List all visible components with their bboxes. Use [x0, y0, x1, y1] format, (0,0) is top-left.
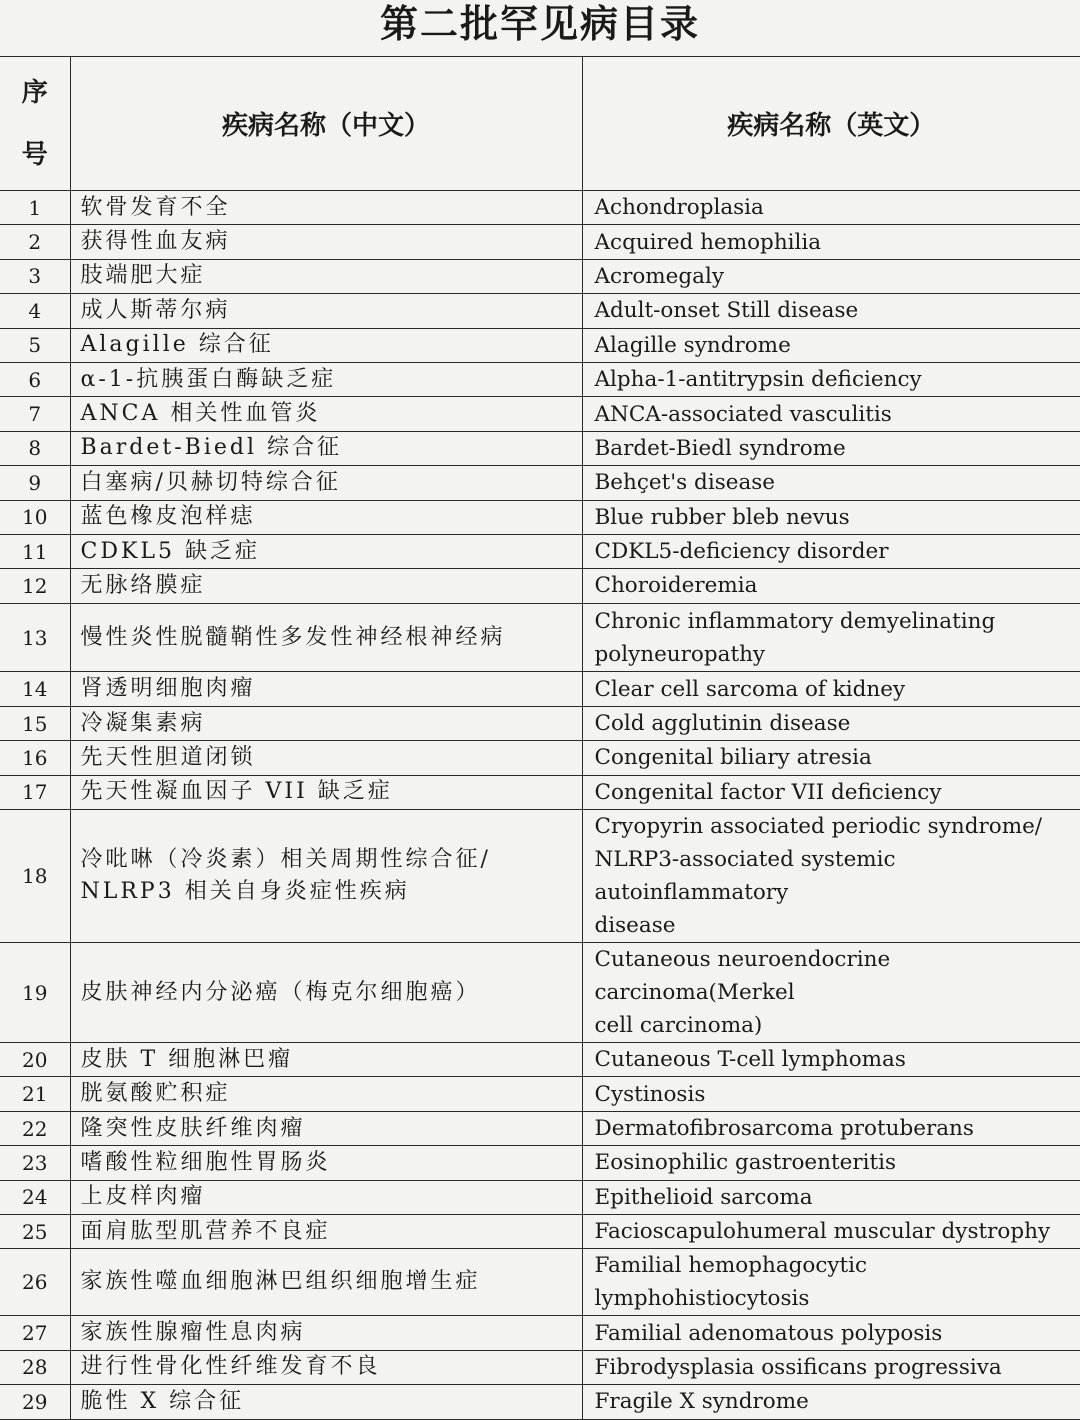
disease-name-english-text: Chronic inflammatory demyelinating polyneuropathy [594, 608, 996, 667]
disease-name-english-text: Facioscapulohumeral muscular dystrophy [594, 1219, 1051, 1245]
disease-name-english [582, 706, 1080, 740]
table-row [0, 294, 1080, 328]
disease-name-chinese-text: 家族性噬血细胞淋巴组织细胞增生症 [80, 1269, 481, 1295]
disease-name-chinese-text: 家族性腺瘤性息肉病 [80, 1320, 306, 1346]
row-serial-number: 10 [0, 500, 70, 534]
disease-name-chinese-text: 嗜酸性粒细胞性胃肠炎 [80, 1149, 331, 1175]
disease-name-english-text: Acromegaly [594, 263, 725, 289]
table-row [0, 259, 1080, 293]
disease-name-chinese-text: 蓝色橡皮泡样痣 [80, 504, 256, 530]
table-row [0, 1111, 1080, 1145]
disease-name-english [582, 431, 1080, 465]
row-serial-number: 20 [0, 1043, 70, 1077]
table-row [0, 225, 1080, 259]
disease-name-chinese-text: 脆性 X 综合征 [80, 1388, 245, 1414]
table-row [0, 1249, 1080, 1316]
disease-name-english [582, 1180, 1080, 1214]
row-serial-number: 3 [0, 259, 70, 293]
table-row [0, 672, 1080, 706]
disease-name-english-text: Cutaneous neuroendocrine carcinoma(Merkel cell carcinoma) [594, 947, 891, 1039]
disease-name-english-text: Alpha-1-antitrypsin deficiency [594, 367, 922, 393]
disease-name-english-text: Familial hemophagocytic lymphohistiocytosis [594, 1253, 868, 1312]
disease-name-english [582, 1077, 1080, 1111]
disease-name-english-text: Behçet's disease [594, 470, 776, 496]
disease-name-chinese-text: CDKL5 缺乏症 [80, 538, 261, 564]
disease-name-english [582, 810, 1080, 943]
disease-name-chinese-text: 软骨发育不全 [80, 194, 231, 220]
disease-name-english [582, 1249, 1080, 1316]
row-serial-number: 28 [0, 1350, 70, 1384]
row-serial-number: 23 [0, 1146, 70, 1180]
disease-name-english-text: Congenital factor VII deficiency [594, 779, 942, 805]
disease-name-chinese-text: 先天性凝血因子 VII 缺乏症 [80, 779, 393, 805]
disease-name-chinese-text: α-1-抗胰蛋白酶缺乏症 [80, 366, 337, 392]
row-serial-number: 17 [0, 775, 70, 809]
header-chinese-name: 疾病名称（中文） [70, 57, 582, 191]
row-serial-number: 11 [0, 534, 70, 568]
disease-name-chinese-text: 肾透明细胞肉瘤 [80, 676, 256, 702]
table-row [0, 775, 1080, 809]
disease-name-english-text: Clear cell sarcoma of kidney [594, 676, 906, 702]
disease-name-english-text: Familial adenomatous polyposis [594, 1320, 943, 1346]
table-row [0, 741, 1080, 775]
disease-name-chinese-text: Alagille 综合征 [80, 332, 274, 358]
row-serial-number: 16 [0, 741, 70, 775]
disease-name-chinese [70, 569, 582, 603]
row-serial-number: 9 [0, 466, 70, 500]
disease-name-chinese [70, 431, 582, 465]
table-row [0, 810, 1080, 943]
disease-name-english-text: Cold agglutinin disease [594, 711, 851, 737]
disease-name-chinese [70, 225, 582, 259]
table-row [0, 466, 1080, 500]
disease-name-chinese [70, 943, 582, 1043]
disease-name-english-text: Achondroplasia [594, 195, 764, 221]
table-row [0, 1215, 1080, 1249]
row-serial-number: 24 [0, 1180, 70, 1214]
disease-name-english-text: Choroideremia [594, 573, 758, 599]
disease-name-english [582, 500, 1080, 534]
row-serial-number: 27 [0, 1316, 70, 1350]
disease-name-english [582, 569, 1080, 603]
disease-name-chinese-text: 成人斯蒂尔病 [80, 297, 231, 323]
table-row [0, 1077, 1080, 1111]
row-serial-number: 14 [0, 672, 70, 706]
disease-name-english-text: Bardet-Biedl syndrome [594, 435, 846, 461]
rare-disease-table [0, 56, 1080, 1420]
row-serial-number: 4 [0, 294, 70, 328]
table-row [0, 328, 1080, 362]
disease-name-chinese-text: 肢端肥大症 [80, 263, 206, 289]
table-row [0, 569, 1080, 603]
disease-name-english [582, 741, 1080, 775]
disease-name-chinese [70, 1385, 582, 1419]
disease-name-chinese-text: 白塞病/贝赫切特综合征 [80, 469, 341, 495]
table-row [0, 431, 1080, 465]
disease-name-chinese [70, 1350, 582, 1384]
table-header-row [0, 57, 1080, 191]
table-row [0, 397, 1080, 431]
disease-name-chinese [70, 259, 582, 293]
disease-name-chinese-text: 隆突性皮肤纤维肉瘤 [80, 1115, 306, 1141]
row-serial-number: 2 [0, 225, 70, 259]
disease-name-chinese-text: 冷吡啉（冷炎素）相关周期性综合征/ NLRP3 相关自身炎症性疾病 [80, 847, 491, 905]
row-serial-number: 21 [0, 1077, 70, 1111]
disease-name-chinese-text: ANCA 相关性血管炎 [80, 401, 321, 427]
disease-name-chinese [70, 1146, 582, 1180]
disease-name-chinese [70, 466, 582, 500]
row-serial-number: 18 [0, 810, 70, 943]
row-serial-number: 1 [0, 191, 70, 225]
disease-name-english-text: Cystinosis [594, 1081, 706, 1107]
row-serial-number: 25 [0, 1215, 70, 1249]
disease-name-chinese [70, 397, 582, 431]
disease-name-chinese [70, 775, 582, 809]
disease-name-english-text: Blue rubber bleb nevus [594, 504, 850, 530]
table-row [0, 706, 1080, 740]
disease-name-english-text: Fragile X syndrome [594, 1389, 809, 1415]
row-serial-number: 6 [0, 362, 70, 396]
disease-name-english-text: Cutaneous T-cell lymphomas [594, 1047, 906, 1073]
disease-name-chinese [70, 328, 582, 362]
disease-name-english [582, 672, 1080, 706]
row-serial-number: 22 [0, 1111, 70, 1145]
table-row [0, 943, 1080, 1043]
disease-name-chinese [70, 1180, 582, 1214]
row-serial-number: 12 [0, 569, 70, 603]
disease-name-english-text: Dermatofibrosarcoma protuberans [594, 1116, 974, 1142]
disease-name-chinese-text: 胱氨酸贮积症 [80, 1081, 231, 1107]
table-row [0, 191, 1080, 225]
row-serial-number: 5 [0, 328, 70, 362]
disease-name-english-text: CDKL5-deficiency disorder [594, 539, 889, 565]
disease-name-english [582, 328, 1080, 362]
disease-name-chinese-text: 先天性胆道闭锁 [80, 744, 256, 770]
disease-name-chinese [70, 1077, 582, 1111]
table-row [0, 500, 1080, 534]
disease-name-english [582, 1215, 1080, 1249]
disease-name-english [582, 397, 1080, 431]
disease-name-english-text: Epithelioid sarcoma [594, 1184, 813, 1210]
disease-name-chinese-text: 慢性炎性脱髓鞘性多发性神经根神经病 [80, 624, 506, 650]
row-serial-number: 19 [0, 943, 70, 1043]
disease-name-english [582, 603, 1080, 672]
disease-name-chinese [70, 1043, 582, 1077]
disease-name-english [582, 1111, 1080, 1145]
disease-name-chinese [70, 500, 582, 534]
disease-name-chinese [70, 534, 582, 568]
disease-name-chinese [70, 810, 582, 943]
disease-name-english-text: Eosinophilic gastroenteritis [594, 1150, 897, 1176]
disease-name-chinese [70, 706, 582, 740]
disease-name-english-text: Alagille syndrome [594, 332, 791, 358]
disease-name-english [582, 1350, 1080, 1384]
disease-name-chinese [70, 1316, 582, 1350]
disease-name-chinese-text: 皮肤 T 细胞淋巴瘤 [80, 1046, 294, 1072]
disease-name-english-text: Fibrodysplasia ossificans progressiva [594, 1354, 1002, 1380]
disease-name-chinese [70, 741, 582, 775]
header-serial-number: 序 号 [0, 57, 70, 191]
disease-name-chinese-text: 皮肤神经内分泌癌（梅克尔细胞癌） [80, 979, 481, 1005]
table-row [0, 534, 1080, 568]
disease-name-english [582, 362, 1080, 396]
disease-name-chinese [70, 191, 582, 225]
disease-name-english-text: Cryopyrin associated periodic syndrome/ NLRP3-associated systemic autoinflammatory disease [594, 814, 1043, 939]
row-serial-number: 8 [0, 431, 70, 465]
disease-name-english [582, 534, 1080, 568]
row-serial-number: 26 [0, 1249, 70, 1316]
table-row [0, 1043, 1080, 1077]
disease-name-chinese [70, 1111, 582, 1145]
disease-name-english [582, 1385, 1080, 1419]
disease-name-english [582, 775, 1080, 809]
disease-name-english-text: Congenital biliary atresia [594, 745, 872, 771]
table-row [0, 1385, 1080, 1419]
disease-name-chinese-text: 上皮样肉瘤 [80, 1184, 206, 1210]
disease-name-chinese [70, 1249, 582, 1316]
disease-name-english [582, 259, 1080, 293]
disease-name-english [582, 225, 1080, 259]
disease-name-english [582, 1043, 1080, 1077]
table-row [0, 603, 1080, 672]
disease-name-english [582, 1146, 1080, 1180]
disease-name-chinese-text: 面肩肱型肌营养不良症 [80, 1218, 331, 1244]
disease-name-chinese-text: 获得性血友病 [80, 229, 231, 255]
header-english-name: 疾病名称（英文） [582, 57, 1080, 191]
row-serial-number: 15 [0, 706, 70, 740]
disease-name-english [582, 1316, 1080, 1350]
table-row [0, 1146, 1080, 1180]
disease-name-english [582, 191, 1080, 225]
disease-name-chinese-text: 进行性骨化性纤维发育不良 [80, 1354, 381, 1380]
row-serial-number: 29 [0, 1385, 70, 1419]
disease-name-chinese [70, 672, 582, 706]
table-row [0, 362, 1080, 396]
disease-name-chinese [70, 603, 582, 672]
disease-name-english [582, 466, 1080, 500]
disease-name-english [582, 943, 1080, 1043]
disease-name-chinese-text: Bardet-Biedl 综合征 [80, 435, 343, 461]
table-row [0, 1350, 1080, 1384]
disease-name-english-text: ANCA-associated vasculitis [594, 401, 892, 427]
row-serial-number: 13 [0, 603, 70, 672]
disease-name-english-text: Adult-onset Still disease [594, 298, 859, 324]
disease-name-chinese-text: 无脉络膜症 [80, 572, 206, 598]
disease-name-english-text: Acquired hemophilia [594, 229, 822, 255]
disease-name-english [582, 294, 1080, 328]
disease-name-chinese-text: 冷凝集素病 [80, 710, 206, 736]
disease-name-chinese [70, 294, 582, 328]
disease-name-chinese [70, 1215, 582, 1249]
disease-name-chinese [70, 362, 582, 396]
table-row [0, 1180, 1080, 1214]
row-serial-number: 7 [0, 397, 70, 431]
table-row [0, 1316, 1080, 1350]
page-title: 第二批罕见病目录 [379, 2, 700, 46]
